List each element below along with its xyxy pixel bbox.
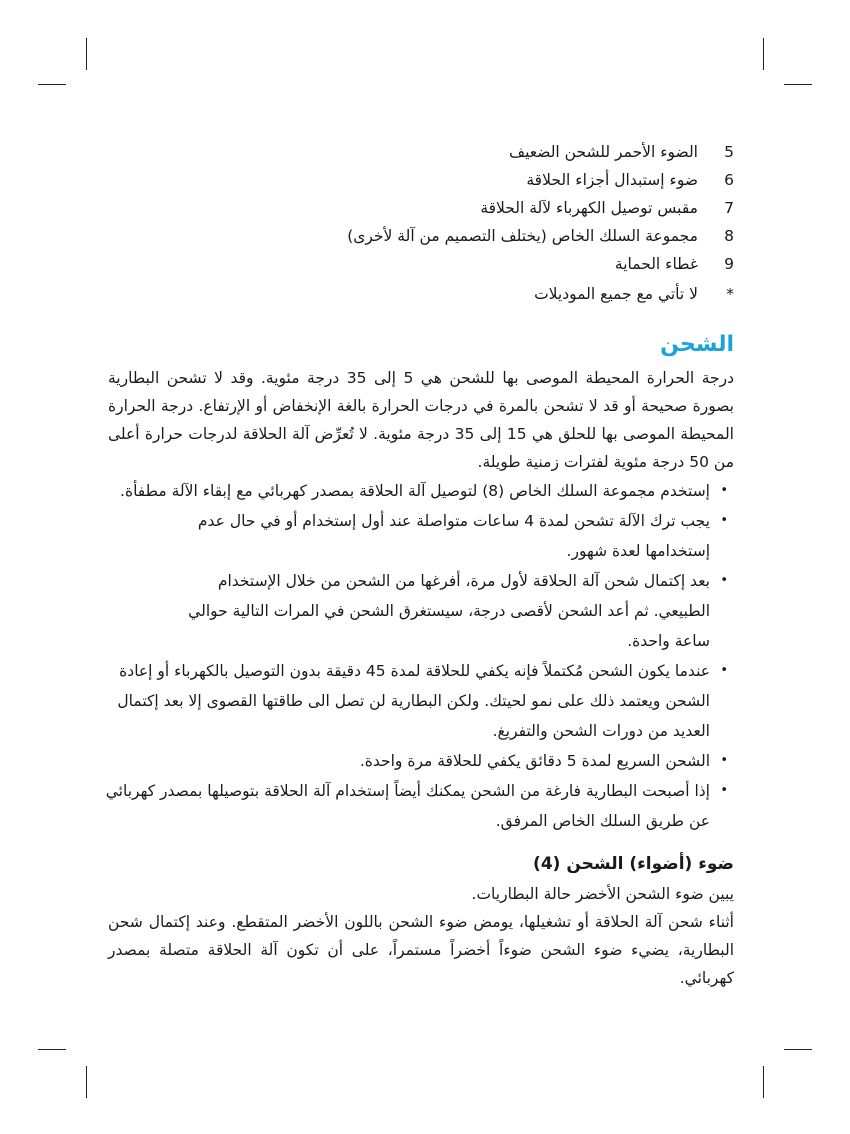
crop-mark-bottom-left-h (38, 1049, 66, 1050)
parts-list (108, 138, 734, 278)
manual-page (105, 138, 734, 992)
charging-intro: درجة الحرارة المحيطة الموصى بها للشحن هي 5 إلى 35 درجة مئوية. وقد لا تشحن البطارية بصورة صحيحة أو قد لا تشحن بالمرة في درجات الحرارة بالغة الإنخفاض أو الإرتفاع. درجة الحرارة المحيطة الموصى بها للحلق هي 15 إلى 35 درجة مئوية. لا تُعرِّض آلة الحلاقة لدرجات حرارة أعلى من 50 درجة مئوية لفترات زمنية طويلة. (108, 369, 734, 471)
note-asterisk: * (726, 285, 734, 303)
parts-list-item: 8 مجموعة السلك الخاص (يختلف التصميم من آلة لأخرى) (347, 227, 734, 245)
parts-list-item: 5 الضوء الأحمر للشحن الضعيف (509, 143, 734, 161)
charge-lights-line1: يبين ضوء الشحن الأخضر حالة البطاريات. (471, 885, 734, 903)
note-text: لا تأتي مع جميع الموديلات (534, 285, 698, 303)
models-note (108, 280, 734, 308)
crop-mark-bottom-right (763, 1066, 764, 1098)
parts-list-item: 9 غطاء الحماية (614, 255, 734, 273)
parts-list-item: 7 مقبس توصيل الكهرباء لآلة الحلاقة (480, 199, 734, 217)
crop-mark-top-right-h (784, 84, 812, 85)
section-title-charge-lights: ضوء (أضواء) الشحن (4) (533, 854, 734, 874)
bullet-item: • الشحن السريع لمدة 5 دقائق يكفي للحلاقة مرة واحدة. (359, 752, 728, 770)
bullet-item: • إذا أصبحت البطارية فارغة من الشحن يمكنك أيضاً إستخدام آلة الحلاقة بتوصيلها بمصدر كهربائي عن طريق السلك الخاص المرفق. (105, 782, 728, 830)
section-title-charging: الشحن (660, 332, 734, 357)
bullet-item: • إستخدم مجموعة السلك الخاص (8) لتوصيل آلة الحلاقة بمصدر كهربائي مع إبقاء الآلة مطفأة. (120, 482, 728, 500)
charge-lights-line2: أثناء شحن آلة الحلاقة أو تشغيلها، يومض ضوء الشحن باللون الأخضر المتقطع. وعند إكتمال شحن البطارية، يضيء ضوء الشحن ضوءاً أخضراً مستمراً، على أن تكون آلة الحلاقة متصلة بمصدر كهربائي. (108, 913, 734, 987)
charging-bullets (105, 476, 734, 836)
bullet-item: • عندما يكون الشحن مُكتملاً فإنه يكفي للحلاقة لمدة 45 دقيقة بدون التوصيل بالكهرباء أو إعادة الشحن ويعتمد ذلك على نمو لحيتك. ولكن البطارية لن تصل الى طاقتها القصوى إلا بعد إكتمال العديد من دورات الشحن والتفريغ. (117, 662, 728, 740)
crop-mark-bottom-right-h (784, 1049, 812, 1050)
parts-list-item: 6 ضوء إستبدال أجزاء الحلاقة (526, 171, 734, 189)
bullet-item: • بعد إكتمال شحن آلة الحلاقة لأول مرة، أفرغها من الشحن من خلال الإستخدام الطبيعي. ثم أعد الشحن لأقصى درجة، سيستغرق الشحن في المرات التالية حوالي ساعة واحدة. (188, 572, 728, 650)
crop-mark-top-right (763, 38, 764, 70)
crop-mark-top-left-h (38, 84, 66, 85)
bullet-item: • يجب ترك الآلة تشحن لمدة 4 ساعات متواصلة عند أول إستخدام أو في حال عدم إستخدامها لعدة شهور. (197, 512, 728, 560)
crop-mark-top-left (86, 38, 87, 70)
crop-mark-bottom-left (86, 1066, 87, 1098)
